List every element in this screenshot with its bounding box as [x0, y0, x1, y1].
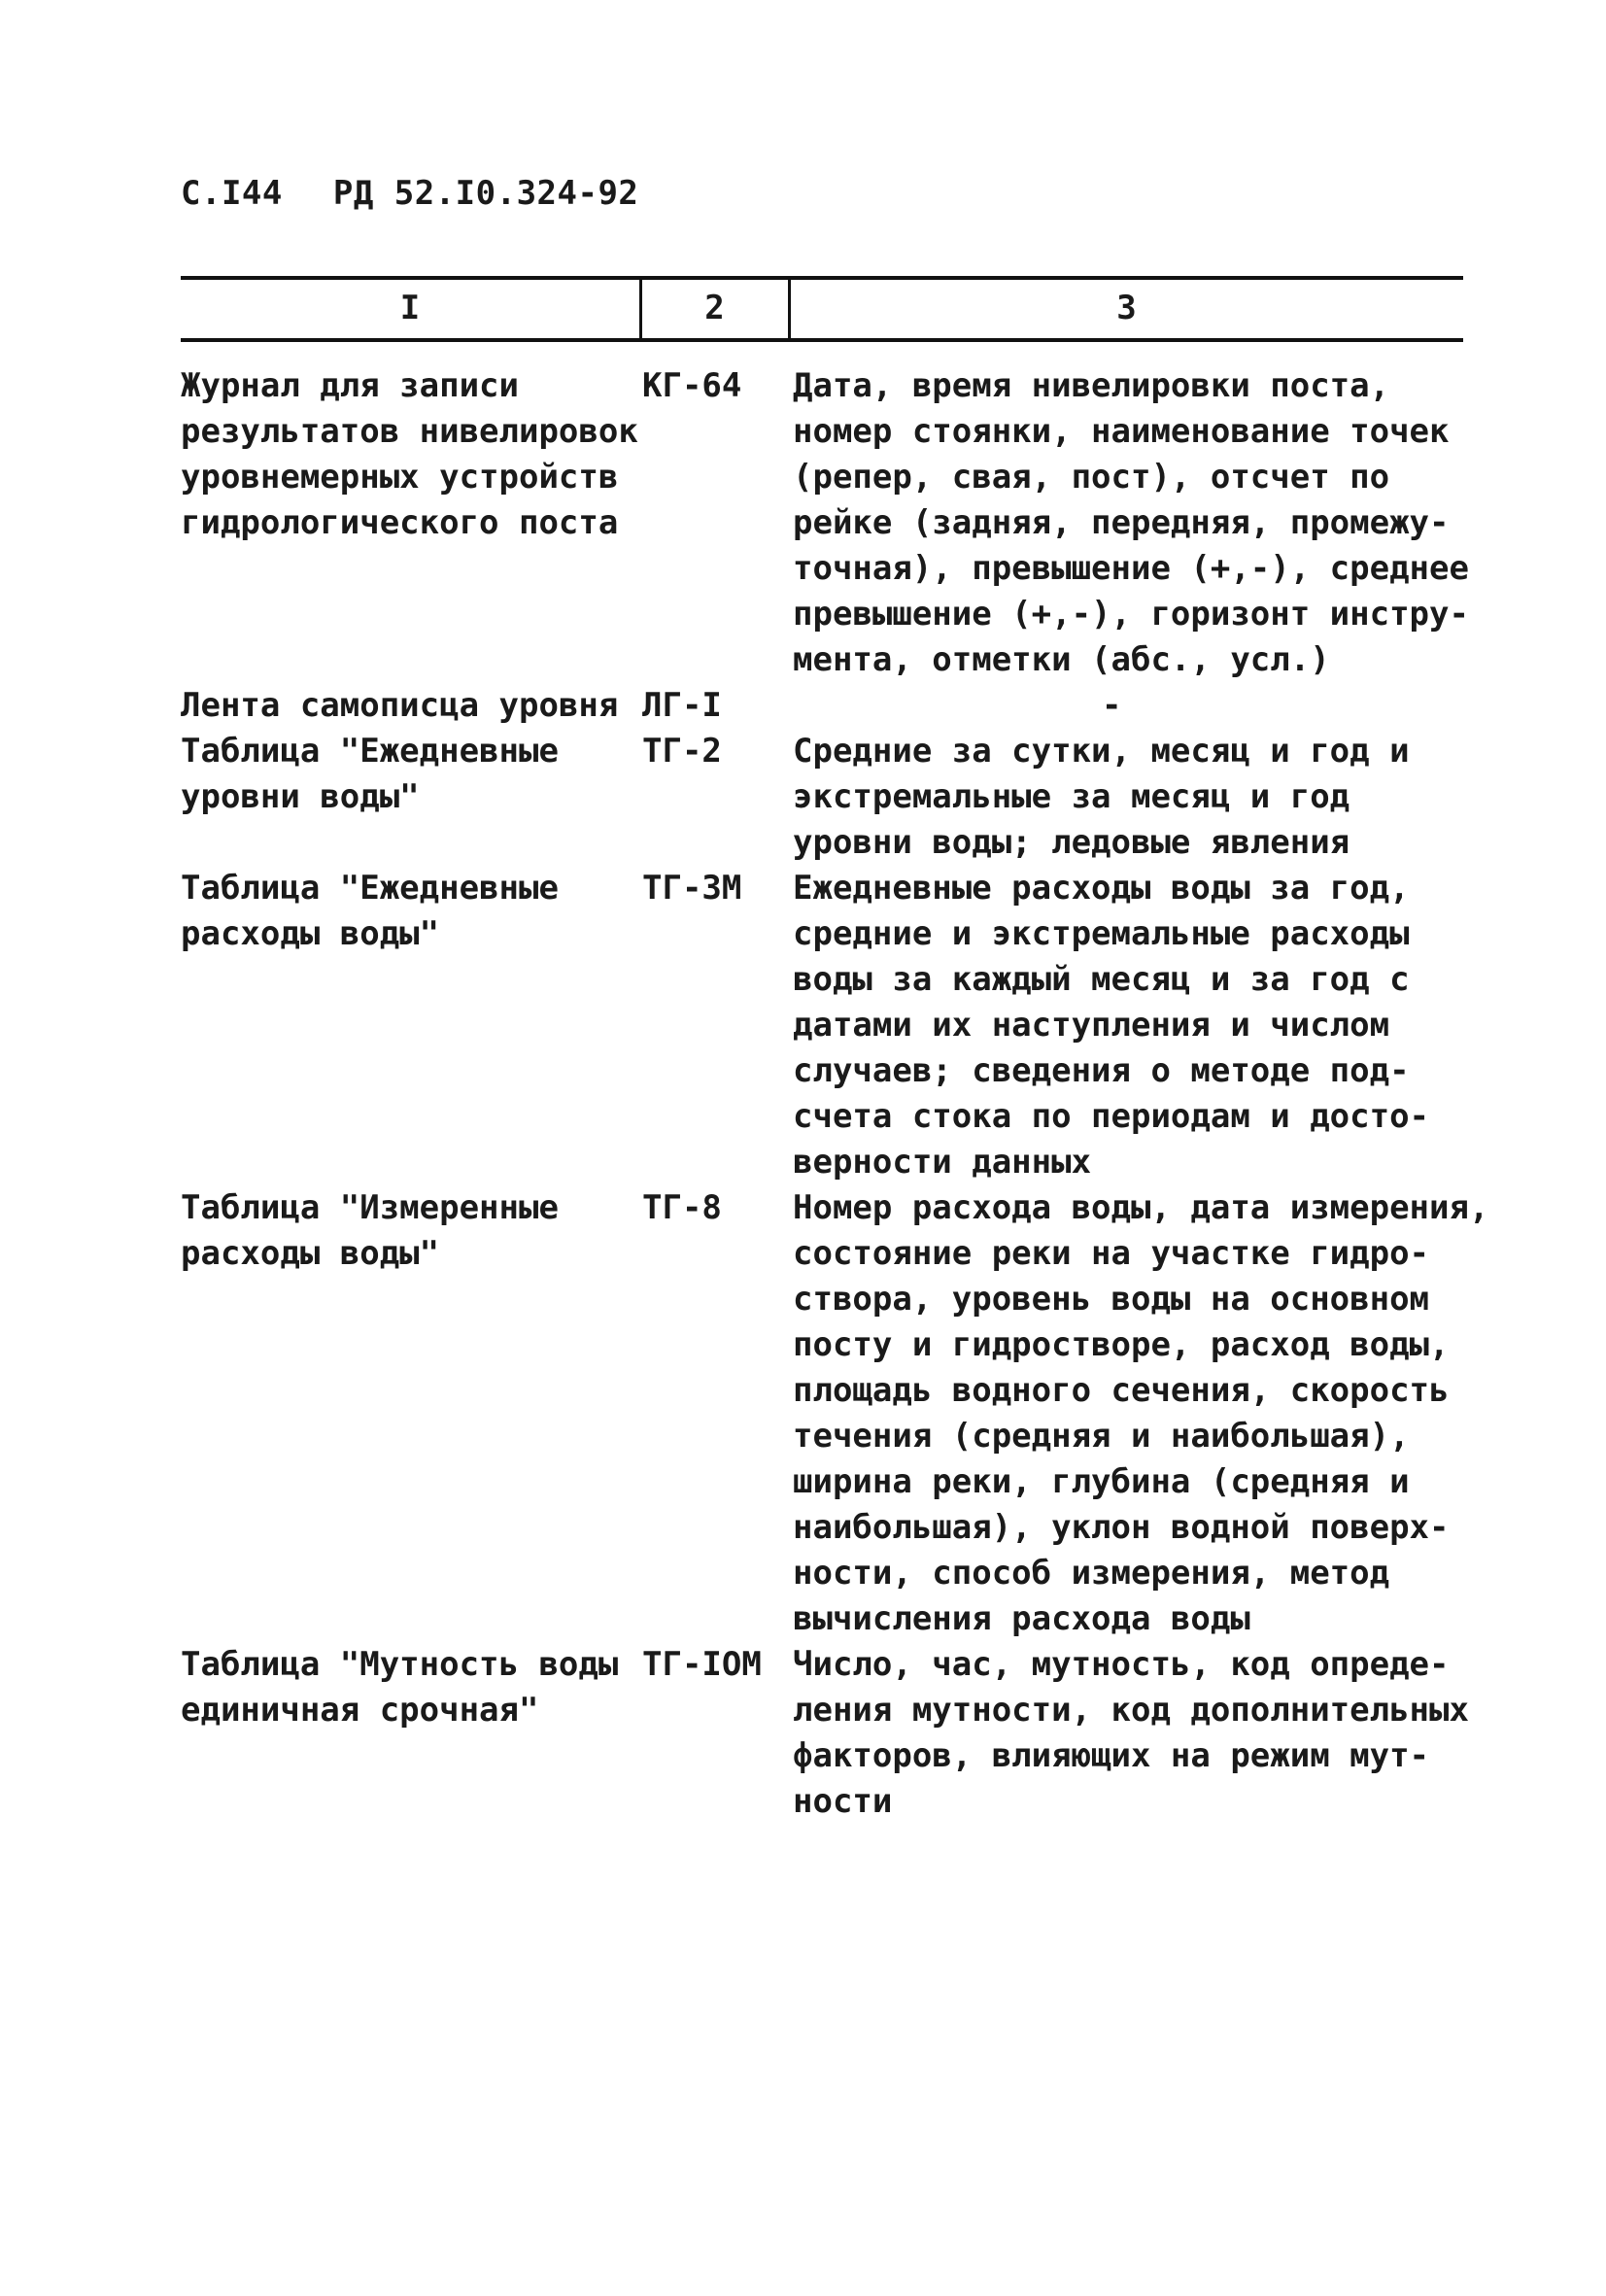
- content-line: ления мутности, код дополнительных: [793, 1691, 1469, 1730]
- content-line: верности данных: [793, 1143, 1092, 1182]
- page-number: С.I44: [181, 174, 283, 213]
- table-row: [181, 683, 1473, 729]
- content-line: Число, час, мутность, код опреде-: [793, 1645, 1450, 1684]
- table-header-rule: [181, 338, 1463, 342]
- form-name-line: Таблица "Измеренные: [181, 1188, 559, 1227]
- table-body: [181, 363, 1489, 1825]
- table-row: [181, 1642, 1473, 1825]
- column-header-3: 3: [1116, 289, 1137, 327]
- content-line: вычисления расхода воды: [793, 1599, 1250, 1638]
- content-line: превышение (+,-), горизонт инстру-: [793, 595, 1469, 634]
- form-code: КГ-64: [642, 366, 742, 405]
- form-content: [793, 683, 1473, 729]
- content-line: факторов, влияющих на режим мут-: [793, 1736, 1430, 1775]
- form-content: [793, 729, 1473, 866]
- table-row: [181, 363, 1473, 683]
- form-name: [181, 683, 642, 729]
- form-content: [793, 1185, 1488, 1642]
- form-code: ТГ-8: [642, 1188, 722, 1227]
- content-line: датами их наступления и числом: [793, 1006, 1390, 1045]
- content-line: случаев; сведения о методе под-: [793, 1051, 1410, 1090]
- content-line: (репер, свая, пост), отсчет по: [793, 458, 1390, 497]
- form-content: [793, 1642, 1473, 1825]
- content-line: площадь водного сечения, скорость: [793, 1371, 1450, 1410]
- table-row: [181, 729, 1473, 866]
- content-line: посту и гидростворе, расход воды,: [793, 1325, 1450, 1364]
- content-line: створа, уровень воды на основном: [793, 1280, 1430, 1319]
- form-name-line: единичная срочная": [181, 1691, 539, 1730]
- document-code: РД 52.I0.324-92: [332, 174, 639, 213]
- content-line: рейке (задняя, передняя, промежу-: [793, 503, 1450, 542]
- content-line: Средние за сутки, месяц и год и: [793, 732, 1410, 771]
- content-line: Ежедневные расходы воды за год,: [793, 869, 1410, 908]
- table-row: [181, 866, 1473, 1185]
- content-line: наибольшая), уклон водной поверх-: [793, 1508, 1450, 1547]
- content-line: состояние реки на участке гидро-: [793, 1234, 1430, 1273]
- form-name-line: гидрологического поста: [181, 503, 619, 542]
- form-name-line: Лента самописца уровня: [181, 686, 619, 725]
- content-line: экстремальные за месяц и год: [793, 777, 1350, 816]
- page-header: [181, 171, 638, 217]
- form-content: [793, 363, 1473, 683]
- form-name-line: результатов нивелировок: [181, 412, 638, 451]
- form-name: [181, 1642, 642, 1825]
- content-line: точная), превышение (+,-), среднее: [793, 549, 1469, 588]
- form-code: ТГ-2: [642, 732, 722, 771]
- content-line: ширина реки, глубина (средняя и: [793, 1462, 1410, 1501]
- form-name: [181, 363, 642, 683]
- form-code: ЛГ-I: [642, 686, 722, 725]
- form-name-line: Таблица "Мутность воды: [181, 1645, 619, 1684]
- column-header-2: 2: [704, 289, 725, 327]
- column-header-1: I: [399, 289, 421, 327]
- content-line: течения (средняя и наибольшая),: [793, 1417, 1410, 1456]
- form-name-line: уровни воды": [181, 777, 420, 816]
- form-name: [181, 1185, 642, 1642]
- form-name: [181, 866, 642, 1185]
- form-name-line: Таблица "Ежедневные: [181, 869, 559, 908]
- table-top-rule: [181, 276, 1463, 280]
- content-line: ности: [793, 1782, 893, 1821]
- content-line: ности, способ измерения, метод: [793, 1554, 1390, 1593]
- form-code: ТГ-IОМ: [642, 1645, 762, 1684]
- form-name-line: расходы воды": [181, 1234, 440, 1273]
- content-line: Номер расхода воды, дата измерения,: [793, 1188, 1489, 1227]
- content-line: уровни воды; ледовые явления: [793, 823, 1350, 862]
- form-name: [181, 729, 642, 866]
- table-row: [181, 1185, 1489, 1642]
- content-line: мента, отметки (абс., усл.): [793, 640, 1330, 679]
- content-line: воды за каждый месяц и за год с: [793, 960, 1410, 999]
- form-content: [793, 866, 1473, 1185]
- content-line: счета стока по периодам и досто-: [793, 1097, 1430, 1136]
- form-code: ТГ-3М: [642, 869, 742, 908]
- form-name-line: расходы воды": [181, 914, 440, 953]
- content-line: -: [1102, 686, 1122, 725]
- form-name-line: Таблица "Ежедневные: [181, 732, 559, 771]
- content-line: Дата, время нивелировки поста,: [793, 366, 1390, 405]
- content-line: средние и экстремальные расходы: [793, 914, 1410, 953]
- content-line: номер стоянки, наименование точек: [793, 412, 1450, 451]
- form-name-line: Журнал для записи: [181, 366, 519, 405]
- form-name-line: уровнемерных устройств: [181, 458, 619, 497]
